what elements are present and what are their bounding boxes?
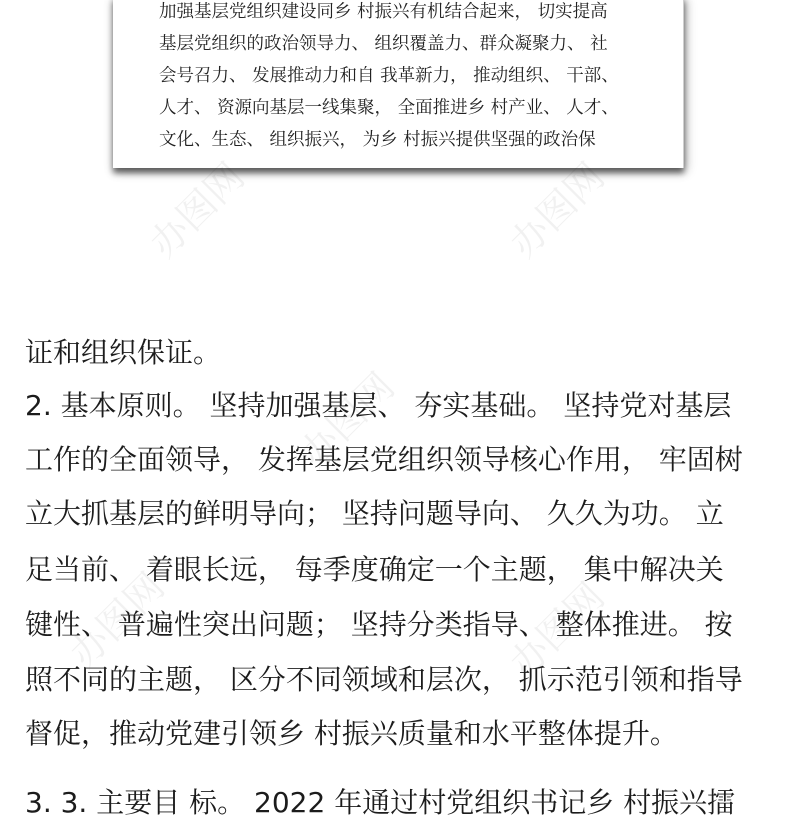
body-text-line: 照不同的主题， 区分不同领域和层次， 抓示范引领和指导 (25, 663, 743, 696)
body-text-line-partial: 3. 3. 主要目 标。 2022 年通过村党组织书记乡 村振兴擂 (25, 786, 736, 819)
body-text-line: 证和组织保证。 (25, 336, 222, 369)
body-text-line: 工作的全面领导， 发挥基层党组织领导核心作用， 牢固树 (25, 443, 743, 476)
watermark-text: 办图网 (291, 364, 403, 476)
watermark-text: 办图网 (501, 574, 613, 686)
watermark-text: 办图网 (61, 564, 173, 676)
card-text-line: 文化、生态、 组织振兴， 为乡 村振兴提供坚强的政治保 (159, 130, 596, 150)
body-text-line: 足当前、 着眼长远， 每季度确定一个主题， 集中解决关 (25, 553, 724, 586)
body-text-line: 督促，推动党建引领乡 村振兴质量和水平整体提升。 (25, 717, 678, 750)
document-preview-card (113, 0, 684, 168)
watermark-text: 办图网 (141, 154, 253, 266)
body-text-line: 键性、 普遍性突出问题； 坚持分类指导、 整体推进。 按 (25, 608, 733, 641)
card-text-line: 加强基层党组织建设同乡 村振兴有机结合起来， 切实提高 (159, 2, 608, 22)
body-text-line: 立大抓基层的鲜明导向； 坚持问题导向、 久久为功。 立 (25, 497, 724, 530)
body-text-line: 2. 基本原则。 坚持加强基层、 夯实基础。 坚持党对基层 (25, 389, 732, 422)
watermark-text: 办图网 (501, 154, 613, 266)
card-text-line: 人才、 资源向基层一线集聚， 全面推进乡 村产业、 人才、 (159, 98, 619, 118)
card-text-line: 会号召力、 发展推动力和自 我革新力， 推动组织、 干部、 (159, 66, 619, 86)
card-text-line: 基层党组织的政治领导力、 组织覆盖力、群众凝聚力、 社 (159, 34, 608, 54)
